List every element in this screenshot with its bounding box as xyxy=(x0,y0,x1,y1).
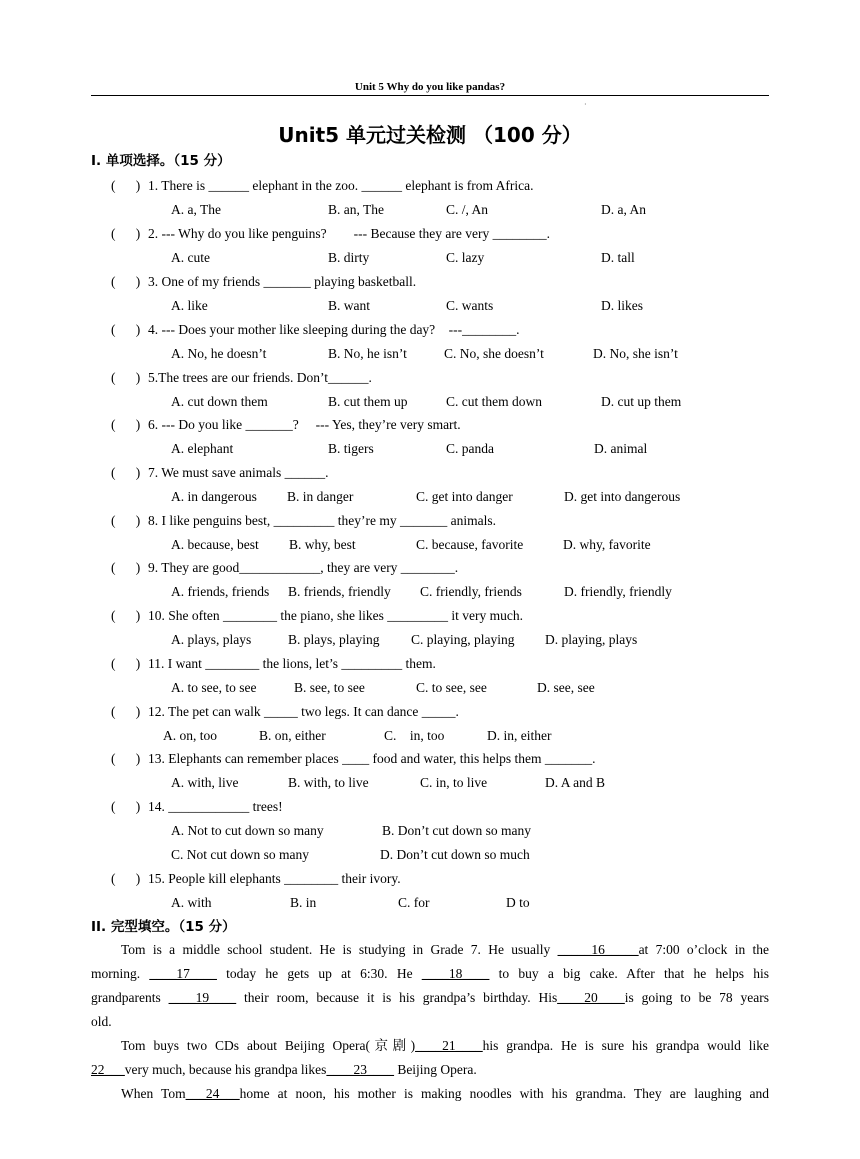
option-a: A. with xyxy=(171,895,212,910)
question-15 xyxy=(111,870,401,888)
option-d: D. No, she isn’t xyxy=(593,346,678,361)
question-2 xyxy=(111,225,550,243)
section-1-heading: I. 单项选择。（15 分） xyxy=(91,153,231,169)
option-d: D. likes xyxy=(601,298,643,313)
option-d: D. animal xyxy=(594,441,648,456)
paragraph-line xyxy=(91,1082,769,1106)
question-stem: 7. We must save animals ______. xyxy=(148,465,329,480)
answer-paren[interactable]: ( ) xyxy=(111,656,141,671)
question-stem: 6. --- Do you like _______? --- Yes, they’re very smart. xyxy=(148,417,461,432)
question-stem: 8. I like penguins best, _________ they’re my _______ animals. xyxy=(148,513,496,528)
question-1 xyxy=(111,177,534,195)
option-a: A. because, best xyxy=(171,537,259,552)
question-11 xyxy=(111,655,436,673)
option-b: B. tigers xyxy=(328,441,374,456)
option-c: C. cut them down xyxy=(446,394,542,409)
option-a: A. cut down them xyxy=(171,394,268,409)
option-d: D. in, either xyxy=(487,728,552,743)
question-12 xyxy=(111,703,459,721)
blank-23[interactable]: ____23____ xyxy=(326,1062,394,1077)
option-b: B. No, he isn’t xyxy=(328,346,407,361)
question-7 xyxy=(111,464,329,482)
option-c: C. for xyxy=(398,895,430,910)
running-header: Unit 5 Why do you like pandas? xyxy=(354,81,506,93)
option-a: A. No, he doesn’t xyxy=(171,346,267,361)
answer-paren[interactable]: ( ) xyxy=(111,704,141,719)
option-a: A. to see, to see xyxy=(171,680,257,695)
cloze-paragraph-3 xyxy=(91,1082,769,1106)
text-run: is going to be 78 years xyxy=(624,990,770,1005)
option-a: A. Not to cut down so many xyxy=(171,823,324,838)
text-run: When Tom xyxy=(121,1086,186,1101)
text-run: morning. xyxy=(91,966,141,981)
option-a: A. friends, friends xyxy=(171,584,270,599)
question-stem: 15. People kill elephants ________ their ivory. xyxy=(148,871,401,886)
option-d: D. friendly, friendly xyxy=(564,584,672,599)
option-a: A. in dangerous xyxy=(171,489,257,504)
answer-paren[interactable]: ( ) xyxy=(111,751,141,766)
option-d: D. A and B xyxy=(545,775,606,790)
question-14 xyxy=(111,798,283,816)
option-b: B. cut them up xyxy=(328,394,408,409)
text-run: at 7:00 o’clock in the xyxy=(638,942,770,957)
text-run: Tom buys two CDs about Beijing Opera(京剧) xyxy=(121,1038,416,1053)
blank-21[interactable]: ____21____ xyxy=(415,1038,483,1053)
option-c: C. No, she doesn’t xyxy=(444,346,544,361)
answer-paren[interactable]: ( ) xyxy=(111,465,141,480)
option-a: A. elephant xyxy=(171,441,234,456)
answer-paren[interactable]: ( ) xyxy=(111,370,141,385)
option-d: D. playing, plays xyxy=(545,632,638,647)
option-b: B. with, to live xyxy=(288,775,369,790)
option-d: D. cut up them xyxy=(601,394,682,409)
header-rule xyxy=(91,95,769,96)
question-stem: 13. Elephants can remember places ____ food and water, this helps them _______. xyxy=(148,751,596,766)
option-d: D. Don’t cut down so much xyxy=(380,847,530,862)
blank-20[interactable]: ____20____ xyxy=(557,990,625,1005)
stray-dot: · xyxy=(584,100,587,109)
blank-17[interactable]: ____17____ xyxy=(149,966,217,981)
cloze-paragraph-1 xyxy=(91,938,769,1034)
option-d: D. why, favorite xyxy=(563,537,651,552)
option-c: C. because, favorite xyxy=(416,537,524,552)
section-2-heading: II. 完型填空。（15 分） xyxy=(91,919,236,935)
text-run: Beijing Opera. xyxy=(397,1062,477,1077)
question-stem: 14. ____________ trees! xyxy=(148,799,283,814)
question-3 xyxy=(111,273,416,291)
option-d: D. tall xyxy=(601,250,635,265)
answer-paren[interactable]: ( ) xyxy=(111,322,141,337)
option-a: A. like xyxy=(171,298,208,313)
question-stem: 2. --- Why do you like penguins? --- Because they are very ________. xyxy=(148,226,551,241)
option-d: D. see, see xyxy=(537,680,595,695)
text-run: today he gets up at 6:30. He xyxy=(226,966,413,981)
option-b: B. in danger xyxy=(287,489,354,504)
page-title: Unit5 单元过关检测 （100 分） xyxy=(278,123,582,147)
option-c: C. wants xyxy=(446,298,494,313)
question-stem: 3. One of my friends _______ playing basketball. xyxy=(148,274,417,289)
paragraph-line xyxy=(91,1058,769,1082)
option-c: C. get into danger xyxy=(416,489,513,504)
paragraph-line xyxy=(91,1010,769,1034)
option-b: B. plays, playing xyxy=(288,632,380,647)
question-10 xyxy=(111,607,523,625)
option-b: B. why, best xyxy=(289,537,356,552)
answer-paren[interactable]: ( ) xyxy=(111,871,141,886)
question-stem: 11. I want ________ the lions, let’s _________ them. xyxy=(148,656,436,671)
blank-22[interactable]: 22___ xyxy=(91,1062,125,1077)
option-c: C. friendly, friends xyxy=(420,584,522,599)
answer-paren[interactable]: ( ) xyxy=(111,274,141,289)
option-c: C. to see, see xyxy=(416,680,487,695)
question-stem: 12. The pet can walk _____ two legs. It can dance _____. xyxy=(148,704,459,719)
question-stem: 1. There is ______ elephant in the zoo. ______ elephant is from Africa. xyxy=(148,178,534,193)
paragraph-line xyxy=(91,1034,769,1058)
blank-19[interactable]: ____19____ xyxy=(168,990,237,1005)
option-c: C. playing, playing xyxy=(411,632,515,647)
option-b: B. want xyxy=(328,298,370,313)
option-b: B. an, The xyxy=(328,202,384,217)
answer-paren[interactable]: ( ) xyxy=(111,560,141,575)
option-c: C. /, An xyxy=(446,202,489,217)
option-b: B. dirty xyxy=(328,250,370,265)
option-d: D. get into dangerous xyxy=(564,489,681,504)
option-a: A. a, The xyxy=(171,202,221,217)
option-c: C. in, too xyxy=(384,728,445,743)
answer-paren[interactable]: ( ) xyxy=(111,226,141,241)
question-8 xyxy=(111,512,496,530)
text-run: their room, because it is his grandpa’s birthday. His xyxy=(243,990,558,1005)
blank-18[interactable]: ____18____ xyxy=(421,966,490,981)
option-b: B. friends, friendly xyxy=(288,584,391,599)
answer-paren[interactable]: ( ) xyxy=(111,513,141,528)
text-run: home at noon, his mother is making noodles with his grandma. They are laughing and xyxy=(239,1086,770,1101)
option-a: A. with, live xyxy=(171,775,239,790)
option-b: B. see, to see xyxy=(294,680,365,695)
question-4 xyxy=(111,321,520,339)
question-13 xyxy=(111,750,595,768)
option-a: A. plays, plays xyxy=(171,632,252,647)
option-c: C. lazy xyxy=(446,250,485,265)
text-run: his grandpa. He is sure his grandpa would like xyxy=(482,1038,769,1053)
text-run: old. xyxy=(91,1014,112,1029)
question-6 xyxy=(111,416,461,434)
answer-paren[interactable]: ( ) xyxy=(111,417,141,432)
question-stem: 4. --- Does your mother like sleeping during the day? ---________. xyxy=(148,322,520,337)
text-run: very much, because his grandpa likes xyxy=(124,1062,327,1077)
answer-paren[interactable]: ( ) xyxy=(111,799,141,814)
text-run: to buy a big cake. After that he helps his xyxy=(498,966,770,981)
option-c: C. in, to live xyxy=(420,775,488,790)
question-9 xyxy=(111,559,458,577)
option-a: A. on, too xyxy=(163,728,217,743)
paragraph-line xyxy=(91,938,769,962)
option-c: C. panda xyxy=(446,441,494,456)
blank-24[interactable]: ___24___ xyxy=(185,1086,240,1101)
text-run: Tom is a middle school student. He is studying in Grade 7. He usually xyxy=(121,942,551,957)
option-b: B. on, either xyxy=(259,728,326,743)
question-stem: 5.The trees are our friends. Don’t______. xyxy=(148,370,372,385)
text-run: grandparents xyxy=(91,990,161,1005)
option-d: D. a, An xyxy=(601,202,646,217)
option-b: B. Don’t cut down so many xyxy=(382,823,531,838)
question-stem: 10. She often ________ the piano, she likes _________ it very much. xyxy=(148,608,523,623)
blank-16[interactable]: _____16_____ xyxy=(557,942,639,957)
option-a: A. cute xyxy=(171,250,210,265)
option-d: D to xyxy=(506,895,530,910)
answer-paren[interactable]: ( ) xyxy=(111,608,141,623)
paragraph-line xyxy=(91,986,769,1010)
paragraph-line xyxy=(91,962,769,986)
answer-paren[interactable]: ( ) xyxy=(111,178,141,193)
question-5 xyxy=(111,369,372,387)
question-stem: 9. They are good____________, they are very ________. xyxy=(148,560,459,575)
option-b: B. in xyxy=(290,895,317,910)
option-c: C. Not cut down so many xyxy=(171,847,309,862)
cloze-paragraph-2 xyxy=(91,1034,769,1082)
